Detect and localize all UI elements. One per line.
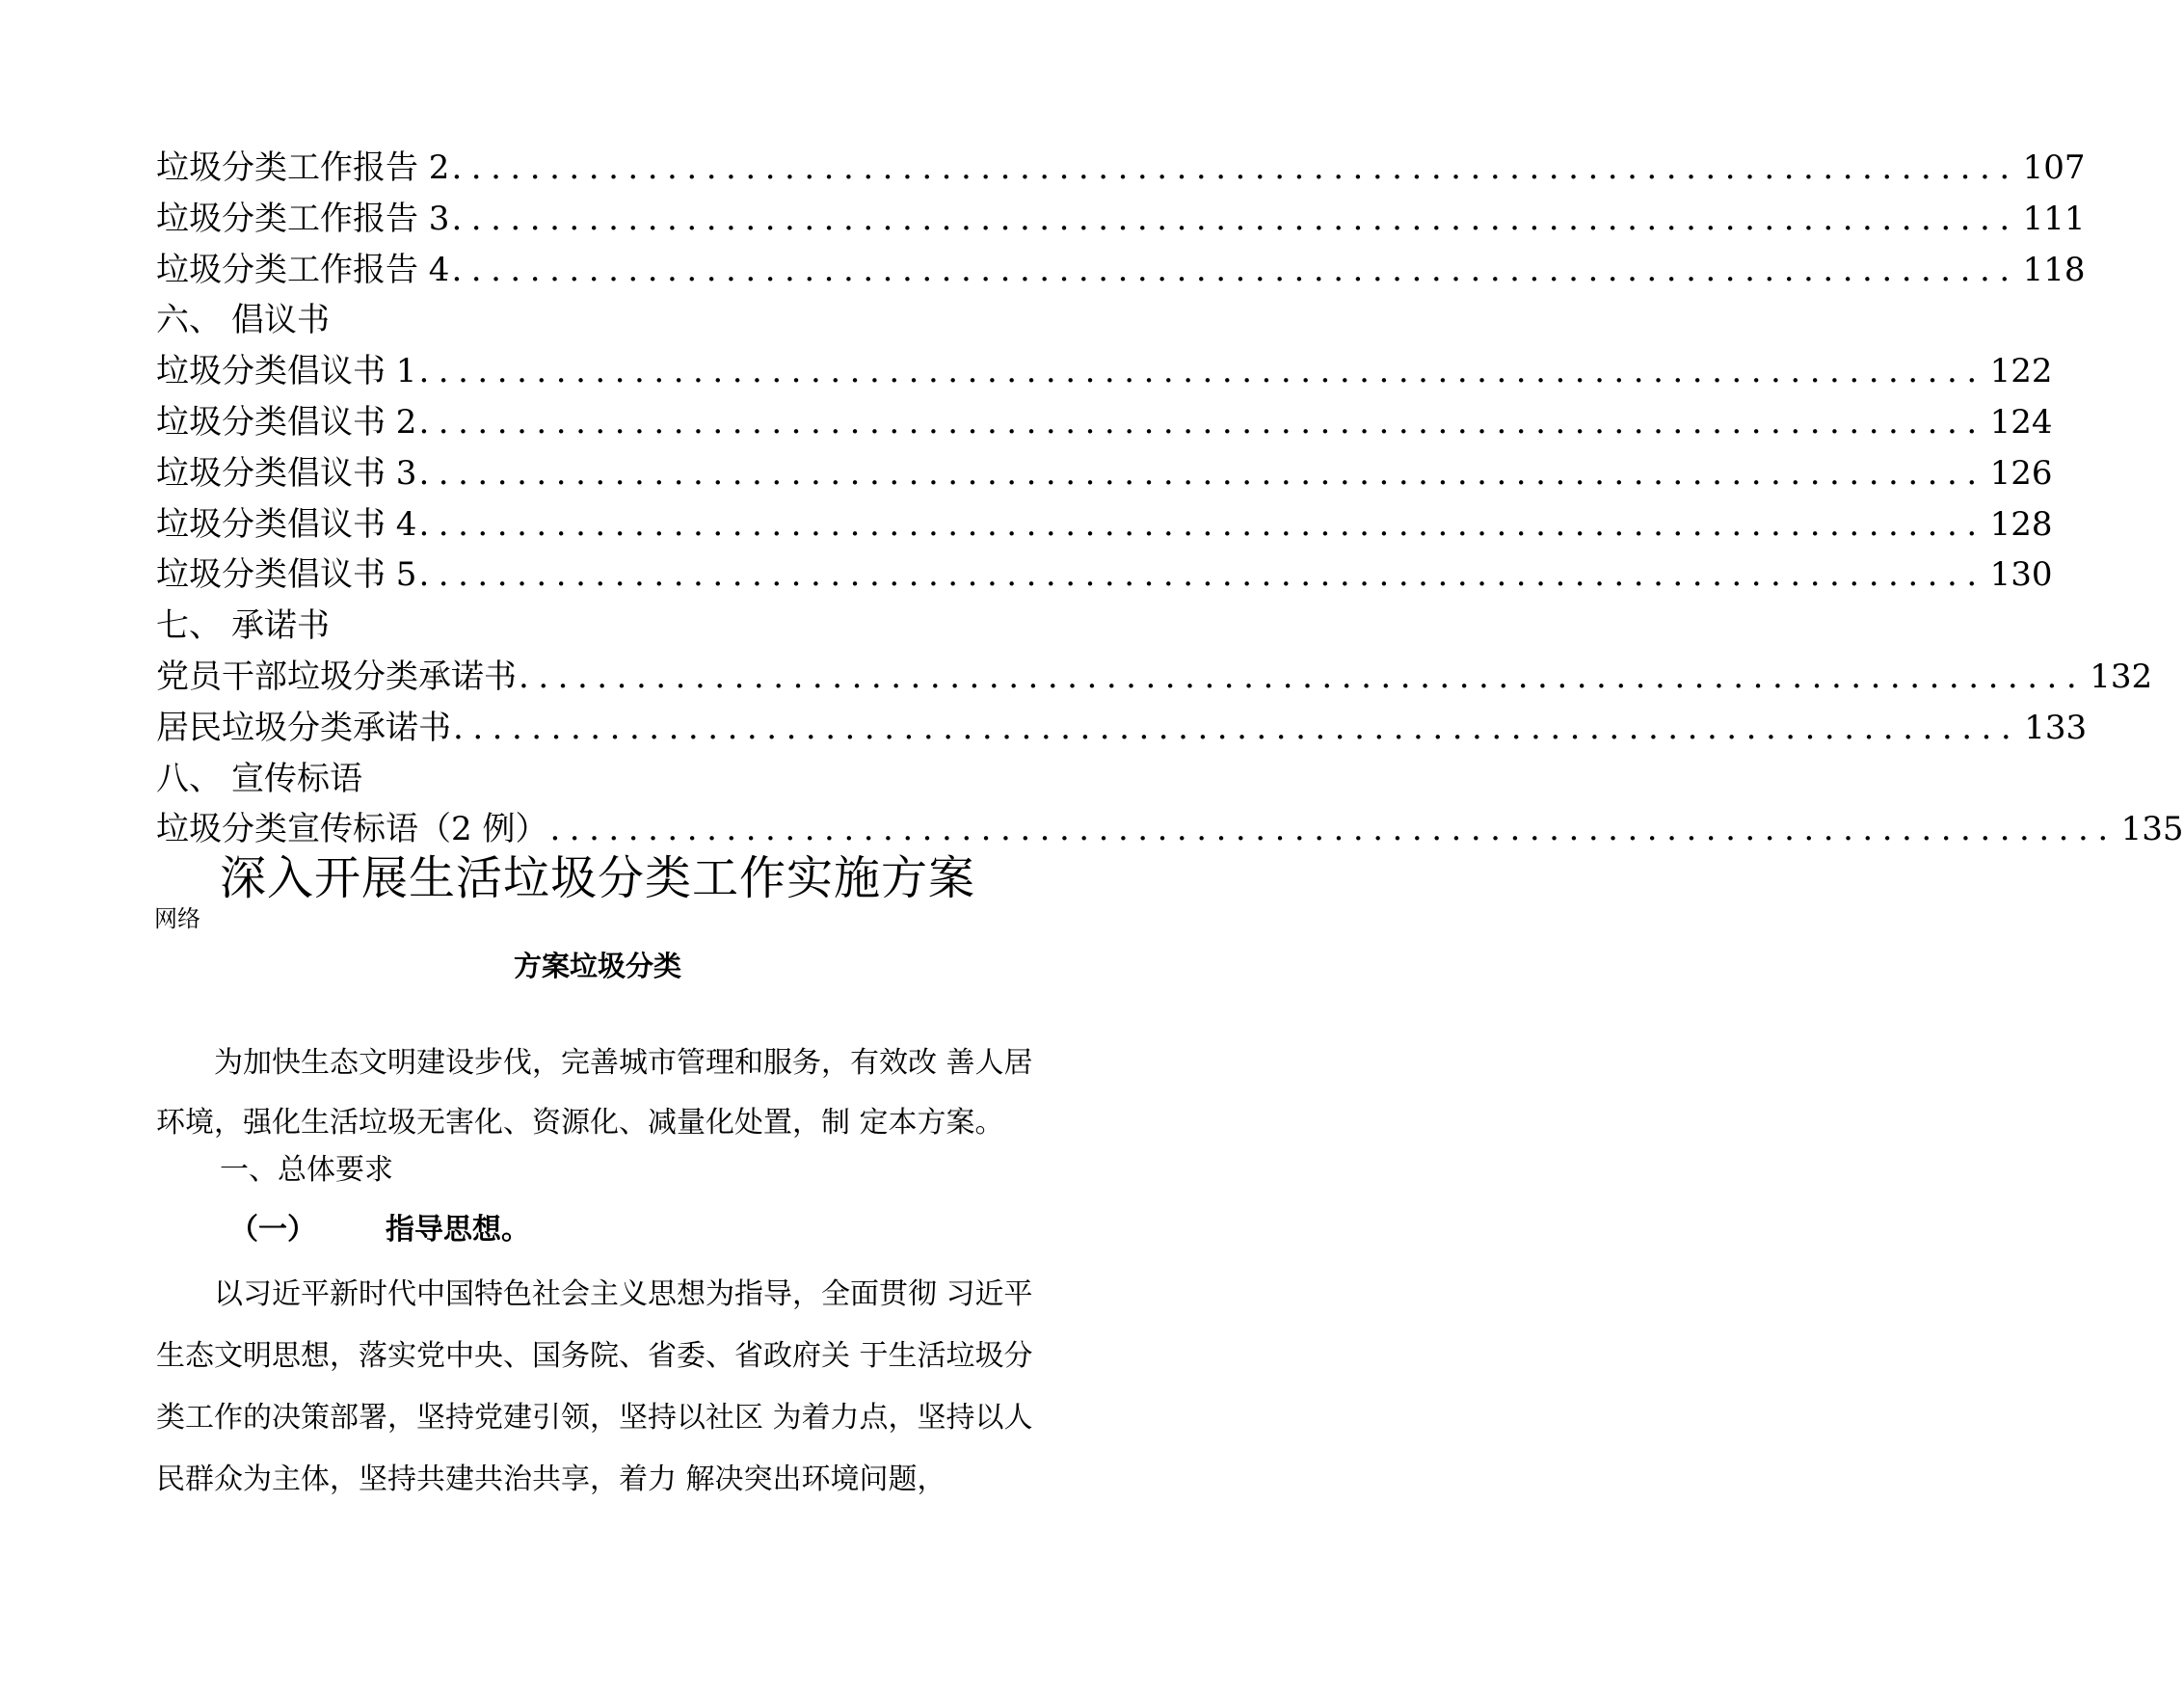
intro-paragraph: 为加快生态文明建设步伐，完善城市管理和服务，有效改 善人居环境，强化生活垃圾无害化、资源化、减量化处置，制 定本方案。 [156,1046,1033,1140]
document-title: 深入开展生活垃圾分类工作实施方案 [219,851,975,905]
toc-entry [156,550,2053,601]
subsection-title: 指导思想。 [386,1213,530,1247]
toc-section-number: 七、 [156,606,222,646]
toc-leader-dots: ................................................................................ [519,657,2087,696]
subsection-number: （一） [229,1213,316,1247]
toc-entry-page: 126 [1989,453,2053,493]
toc-section-number: 八、 [156,759,222,798]
toc-entry [156,194,2086,245]
toc-entry [156,499,2053,550]
toc-entry-page: 135 [2120,810,2184,849]
toc-entry-page: 111 [2022,199,2086,238]
toc-entry-title: 垃圾分类工作报告 3 [156,199,450,238]
toc-entry-page: 128 [1989,504,2053,544]
source-label: 网络 [154,905,200,932]
toc-entry-page: 122 [1989,352,2053,391]
toc-leader-dots: ................................................................................ [549,810,2117,849]
toc-leader-dots: ................................................................................ [453,708,2021,747]
toc-section-title: 承诺书 [231,606,330,646]
toc-section-title: 宣传标语 [231,759,362,798]
toc-section-heading [156,601,1033,652]
body-paragraph: 以习近平新时代中国特色社会主义思想为指导，全面贯彻 习近平生态文明思想，落实党中央、国务院、省委、省政府关 于生活垃圾分类工作的决策部署，坚持党建引领，坚持以社区 为着力点，坚持以人民群众为主体，坚持共建共治共享，着力 解决突出环境问题， [156,1277,1033,1496]
toc-entry-title: 垃圾分类宣传标语（2 例） [156,810,548,849]
toc-entry-title: 垃圾分类倡议书 4 [156,504,417,544]
toc-entry-title: 垃圾分类倡议书 5 [156,555,417,595]
toc-leader-dots: ................................................................................ [418,352,1986,391]
toc-entry-title: 垃圾分类倡议书 2 [156,402,417,442]
toc-entry-title: 垃圾分类工作报告 4 [156,250,450,289]
toc-entry-title: 垃圾分类工作报告 2 [156,148,450,187]
toc-leader-dots: ................................................................................ [418,453,1986,493]
toc-entry [156,143,2086,194]
toc-leader-dots: ................................................................................ [418,402,1986,442]
document-subtitle: 方案垃圾分类 [513,950,681,982]
toc-entry-title: 垃圾分类倡议书 3 [156,453,417,493]
toc-entry [156,346,2053,397]
toc-entry-title: 党员干部垃圾分类承诺书 [156,657,517,696]
toc-entry-page: 118 [2022,250,2086,289]
toc-entry [156,397,2053,448]
toc-entry-page: 107 [2022,148,2086,187]
toc-section-title: 倡议书 [231,301,330,340]
toc-section-heading [156,295,1033,346]
subsection-heading [229,1206,530,1254]
toc-entry-page: 132 [2090,657,2153,696]
toc-entry [156,245,2086,296]
toc-entry [156,448,2053,499]
table-of-contents [156,143,2184,855]
toc-entry-title: 居民垃圾分类承诺书 [156,708,451,747]
toc-section-number: 六、 [156,301,222,340]
toc-entry-page: 124 [1989,402,2053,442]
toc-leader-dots: ................................................................................ [451,199,2019,238]
toc-entry-page: 133 [2024,708,2088,747]
toc-entry [156,652,2153,703]
toc-entry [156,703,2088,754]
toc-leader-dots: ................................................................................ [451,148,2019,187]
toc-entry-title: 垃圾分类倡议书 1 [156,352,417,391]
toc-leader-dots: ................................................................................ [451,250,2019,289]
toc-entry-page: 130 [1989,555,2053,595]
toc-leader-dots: ................................................................................ [418,555,1986,595]
toc-section-heading [156,754,1033,805]
section-heading: 一、总体要求 [220,1153,393,1187]
toc-leader-dots: ................................................................................ [418,504,1986,544]
